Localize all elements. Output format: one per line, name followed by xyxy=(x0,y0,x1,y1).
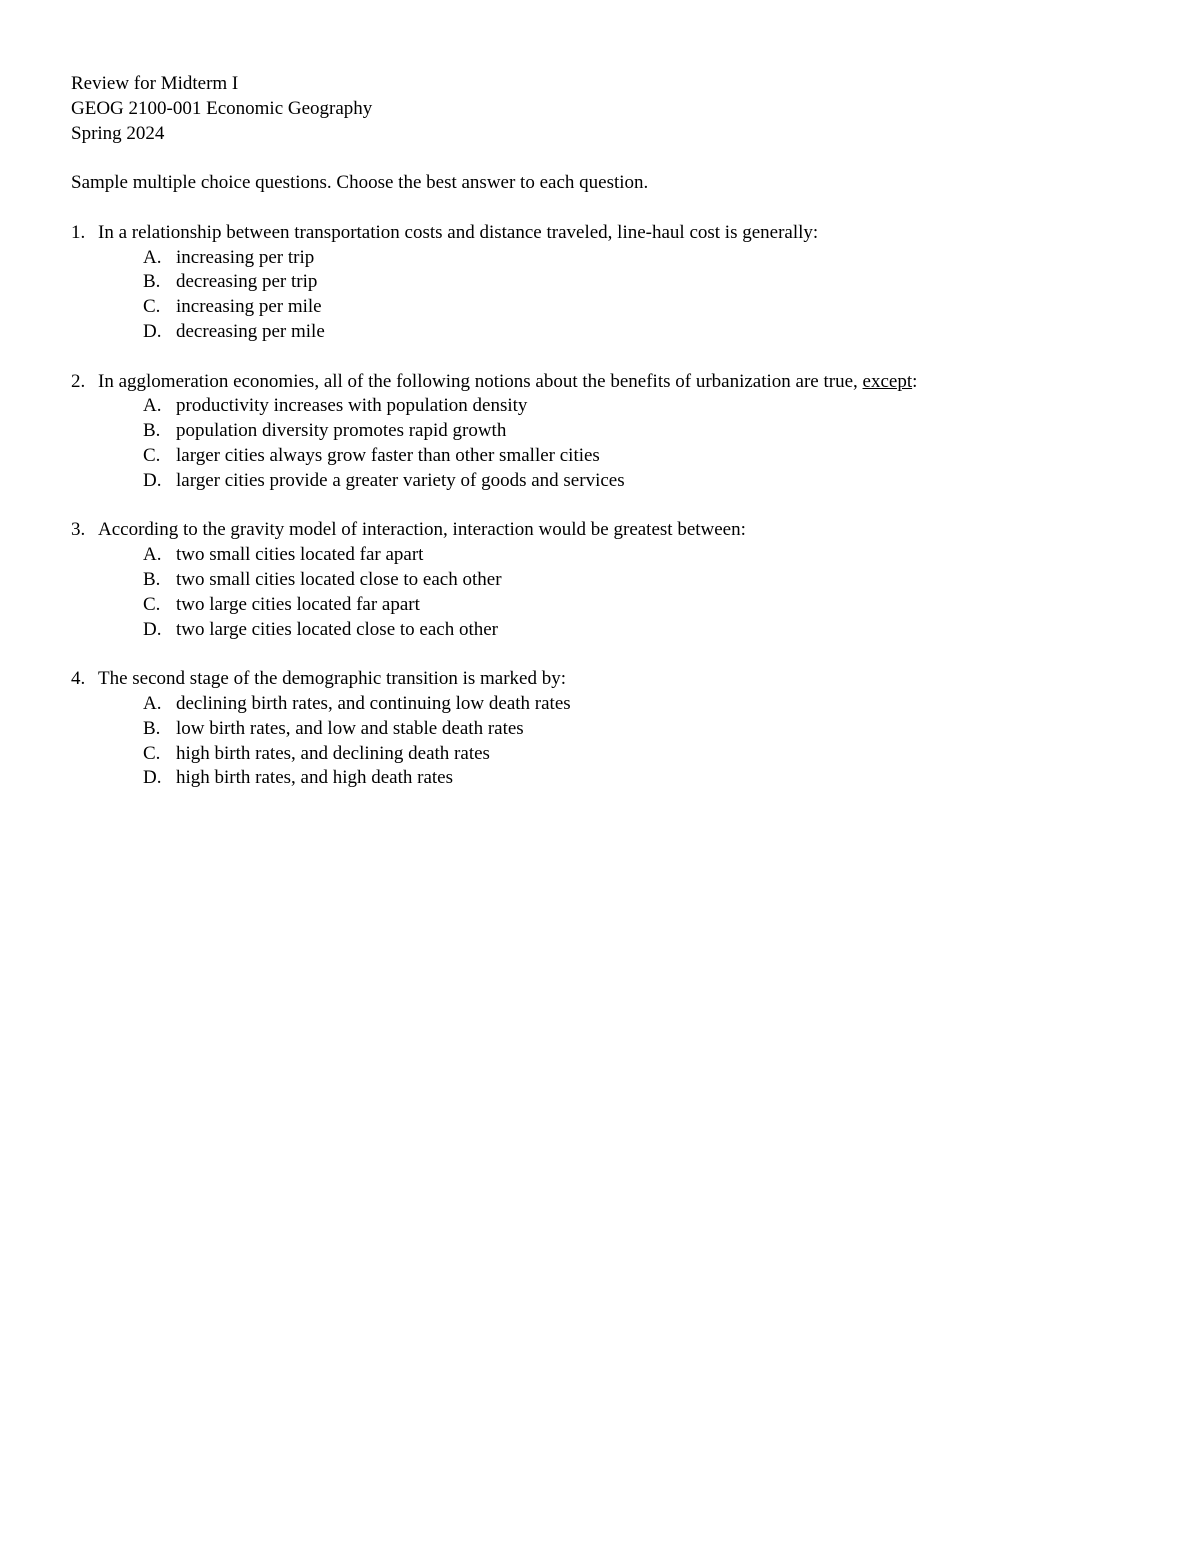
option-letter: D. xyxy=(143,618,162,640)
answer-option xyxy=(71,246,1151,271)
option-letter: A. xyxy=(143,395,162,417)
question-4 xyxy=(71,667,1151,791)
option-letter: B. xyxy=(143,420,161,442)
answer-option xyxy=(71,543,1151,568)
question-stem xyxy=(71,518,1151,543)
option-text: increasing per trip xyxy=(176,246,315,268)
option-text: larger cities always grow faster than other smaller cities xyxy=(176,444,600,466)
instructions: Sample multiple choice questions. Choose the best answer to each question. xyxy=(71,172,649,194)
question-number: 1. xyxy=(71,221,86,243)
question-1 xyxy=(71,221,1151,345)
option-text: declining birth rates, and continuing low death rates xyxy=(176,692,571,714)
option-text: decreasing per mile xyxy=(176,320,325,342)
option-text: increasing per mile xyxy=(176,296,322,318)
question-text: In a relationship between transportation costs and distance traveled, line-haul cost is generally: xyxy=(98,221,819,243)
option-letter: B. xyxy=(143,271,161,293)
option-letter: C. xyxy=(143,593,161,615)
question-number: 4. xyxy=(71,668,86,690)
question-stem xyxy=(71,667,1151,692)
option-letter: D. xyxy=(143,469,162,491)
option-text: high birth rates, and declining death rates xyxy=(176,742,490,764)
document-title: Review for Midterm I xyxy=(71,73,239,94)
answer-option xyxy=(71,568,1151,593)
answer-option xyxy=(71,766,1151,791)
answer-options xyxy=(71,543,1151,642)
question-text-end: : xyxy=(912,370,918,392)
course-name: GEOG 2100-001 Economic Geography xyxy=(71,97,373,119)
option-letter: A. xyxy=(143,692,162,714)
answer-option xyxy=(71,692,1151,717)
option-letter: D. xyxy=(143,320,162,342)
option-text: two large cities located close to each other xyxy=(176,618,498,640)
question-text-emphasis: except xyxy=(862,370,913,392)
option-letter: A. xyxy=(143,544,162,566)
option-text: productivity increases with population density xyxy=(176,395,528,417)
question-text-main: In agglomeration economies, all of the following notions about the benefits of urbanization are true, xyxy=(98,370,863,392)
option-text: decreasing per trip xyxy=(176,271,318,293)
answer-option xyxy=(71,320,1151,345)
question-stem xyxy=(71,221,1151,246)
question-text xyxy=(98,370,917,395)
option-letter: A. xyxy=(143,246,162,268)
term: Spring 2024 xyxy=(71,122,165,144)
option-letter: B. xyxy=(143,717,161,739)
answer-option xyxy=(71,270,1151,295)
question-3 xyxy=(71,518,1151,642)
question-text: The second stage of the demographic transition is marked by: xyxy=(98,668,567,690)
option-text: two small cities located far apart xyxy=(176,544,424,566)
document-page xyxy=(71,72,1151,791)
answer-option xyxy=(71,469,1151,494)
question-text: According to the gravity model of interaction, interaction would be greatest between: xyxy=(98,519,746,541)
question-number: 2. xyxy=(71,370,86,392)
answer-options xyxy=(71,246,1151,345)
option-letter: C. xyxy=(143,742,161,764)
answer-options xyxy=(71,692,1151,791)
answer-option xyxy=(71,394,1151,419)
option-letter: D. xyxy=(143,767,162,789)
option-text: two small cities located close to each other xyxy=(176,568,502,590)
answer-option xyxy=(71,717,1151,742)
question-stem xyxy=(71,370,1151,395)
option-text: high birth rates, and high death rates xyxy=(176,767,454,789)
option-letter: B. xyxy=(143,568,161,590)
option-text: two large cities located far apart xyxy=(176,593,420,615)
option-text: low birth rates, and low and stable death rates xyxy=(176,717,524,739)
answer-option xyxy=(71,295,1151,320)
answer-options xyxy=(71,394,1151,493)
option-text: larger cities provide a greater variety of goods and services xyxy=(176,469,625,491)
answer-option xyxy=(71,444,1151,469)
answer-option xyxy=(71,593,1151,618)
option-text: population diversity promotes rapid growth xyxy=(176,420,507,442)
option-letter: C. xyxy=(143,296,161,318)
option-letter: C. xyxy=(143,444,161,466)
answer-option xyxy=(71,742,1151,767)
document-header xyxy=(71,72,1151,146)
answer-option xyxy=(71,419,1151,444)
question-number: 3. xyxy=(71,519,86,541)
question-2 xyxy=(71,370,1151,494)
answer-option xyxy=(71,618,1151,643)
